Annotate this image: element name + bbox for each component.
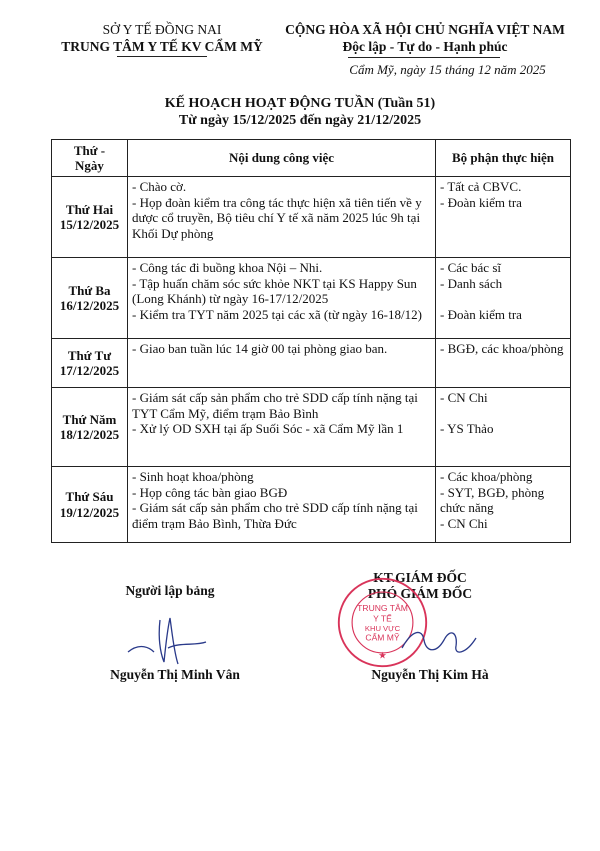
row-content-cell <box>128 258 436 339</box>
document-title: KẾ HOẠCH HOẠT ĐỘNG TUẦN (Tuần 51) <box>164 96 436 111</box>
row-content-cell <box>128 388 436 467</box>
signature-right-image <box>392 610 482 665</box>
table-header-row <box>52 140 571 177</box>
row-dept-cell <box>436 388 571 467</box>
stamp-text-line: CẨM MỸ <box>365 632 400 643</box>
dept-item: - SYT, BGĐ, phòng chức năng <box>440 484 545 515</box>
org-parent-name: SỞ Y TẾ ĐỒNG NAI <box>102 22 222 37</box>
day-name: Thứ Sáu <box>65 489 114 504</box>
content-item: - Họp công tác bàn giao BGĐ <box>132 484 288 500</box>
table-row <box>52 177 571 258</box>
day-name: Thứ Ba <box>68 282 111 298</box>
stamp-text-line: Y TẾ <box>373 613 392 624</box>
header-day-line1: Thứ - <box>73 142 106 158</box>
content-item: - Giám sát cấp sản phẩm cho trẻ SDD cấp tính nặng tại điểm trạm Bảo Bình, Thừa Đức <box>132 500 418 531</box>
row-content-cell <box>128 339 436 388</box>
dept-item <box>440 406 566 422</box>
day-name: Thứ Tư <box>67 347 112 363</box>
content-item: - Giao ban tuần lúc 14 giờ 00 tại phòng giao ban. <box>132 341 388 356</box>
content-item: - Giám sát cấp sản phẩm cho trẻ SDD cấp tính nặng tại TYT Cẩm Mỹ, điểm trạm Bảo Bình <box>132 390 418 421</box>
row-content-cell <box>128 177 436 258</box>
document-date: Cẩm Mỹ, ngày 15 tháng 12 năm 2025 <box>349 62 546 77</box>
content-item: - Công tác đi buồng khoa Nội – Nhi. <box>132 260 323 275</box>
svg-text:★: ★ <box>378 650 387 662</box>
content-item: - Xử lý OD SXH tại ấp Suối Sóc - xã Cẩm Mỹ lần 1 <box>132 421 404 436</box>
row-day-cell <box>52 467 128 543</box>
row-dept-cell <box>436 467 571 543</box>
document-subtitle: Từ ngày 15/12/2025 đến ngày 21/12/2025 <box>178 113 422 128</box>
row-dept-cell <box>436 258 571 339</box>
dept-item: - Đoàn kiểm tra <box>440 194 522 210</box>
national-title: CỘNG HÒA XÃ HỘI CHỦ NGHĨA VIỆT NAM <box>285 22 565 37</box>
national-motto: Độc lập - Tự do - Hạnh phúc <box>342 39 508 54</box>
dept-item <box>440 291 566 307</box>
dept-item: - BGĐ, các khoa/phòng <box>440 341 564 356</box>
stamp-text-line: KHU VỰC <box>364 624 401 634</box>
content-item: - Sinh hoạt khoa/phòng <box>132 469 254 484</box>
approver-name: Nguyễn Thị Kim Hà <box>371 667 489 682</box>
row-content-cell <box>128 467 436 543</box>
row-day-cell <box>52 258 128 339</box>
header-day-line2: Ngày <box>75 158 104 173</box>
day-date: 15/12/2025 <box>59 217 120 232</box>
day-date: 16/12/2025 <box>59 298 120 313</box>
stamp-text-line: TRUNG TÂM <box>357 603 408 614</box>
table-row <box>52 467 571 543</box>
content-item: - Kiểm tra TYT năm 2025 tại các xã (từ ngày 16-18/12) <box>132 306 422 322</box>
dept-item: - Tất cả CBVC. <box>440 179 522 194</box>
row-dept-cell <box>436 339 571 388</box>
day-name: Thứ Hai <box>65 201 114 217</box>
approver-title-line2: PHÓ GIÁM ĐỐC <box>367 586 473 601</box>
dept-item: - Các khoa/phòng <box>440 469 533 484</box>
signature-left-image <box>120 612 210 667</box>
dept-item: - YS Thảo <box>440 421 494 436</box>
approver-title-line1: KT.GIÁM ĐỐC <box>373 570 467 585</box>
row-dept-cell <box>436 177 571 258</box>
table-row <box>52 258 571 339</box>
weekly-schedule-table <box>51 139 571 543</box>
dept-item: - Danh sách <box>440 275 503 291</box>
motto-underline-divider <box>348 57 500 58</box>
dept-item: - Đoàn kiểm tra <box>440 306 522 322</box>
row-day-cell <box>52 177 128 258</box>
day-name: Thứ Năm <box>62 411 117 427</box>
prepared-by-name: Nguyễn Thị Minh Vân <box>110 667 240 682</box>
day-date: 19/12/2025 <box>59 504 120 520</box>
header-content: Nội dung công việc <box>128 140 436 177</box>
prepared-by-label: Người lập bảng <box>125 583 215 598</box>
table-row <box>52 388 571 467</box>
header-day <box>52 140 128 177</box>
content-item: - Tập huấn chăm sóc sức khỏe NKT tại KS Happy Sun (Long Khánh) từ ngày 16-17/12/2025 <box>132 275 417 306</box>
table-row <box>52 339 571 388</box>
dept-item: - CN Chi <box>440 515 488 531</box>
day-date: 18/12/2025 <box>59 427 120 442</box>
content-item: - Họp đoàn kiểm tra công tác thực hiện xã tiên tiến về y dược cổ truyền, Bộ tiêu chí Y tế xã năm 2025 lúc 9h tại Khối Dự phòng <box>132 194 422 241</box>
dept-item: - Các bác sĩ <box>440 260 502 275</box>
day-date: 17/12/2025 <box>59 363 120 378</box>
org-underline-divider <box>117 56 207 57</box>
row-day-cell <box>52 388 128 467</box>
dept-item: - CN Chi <box>440 390 488 405</box>
content-item: - Chào cờ. <box>132 179 187 194</box>
header-dept: Bộ phận thực hiện <box>436 140 571 177</box>
org-name: TRUNG TÂM Y TẾ KV CẨM MỸ <box>61 39 263 54</box>
row-day-cell <box>52 339 128 388</box>
